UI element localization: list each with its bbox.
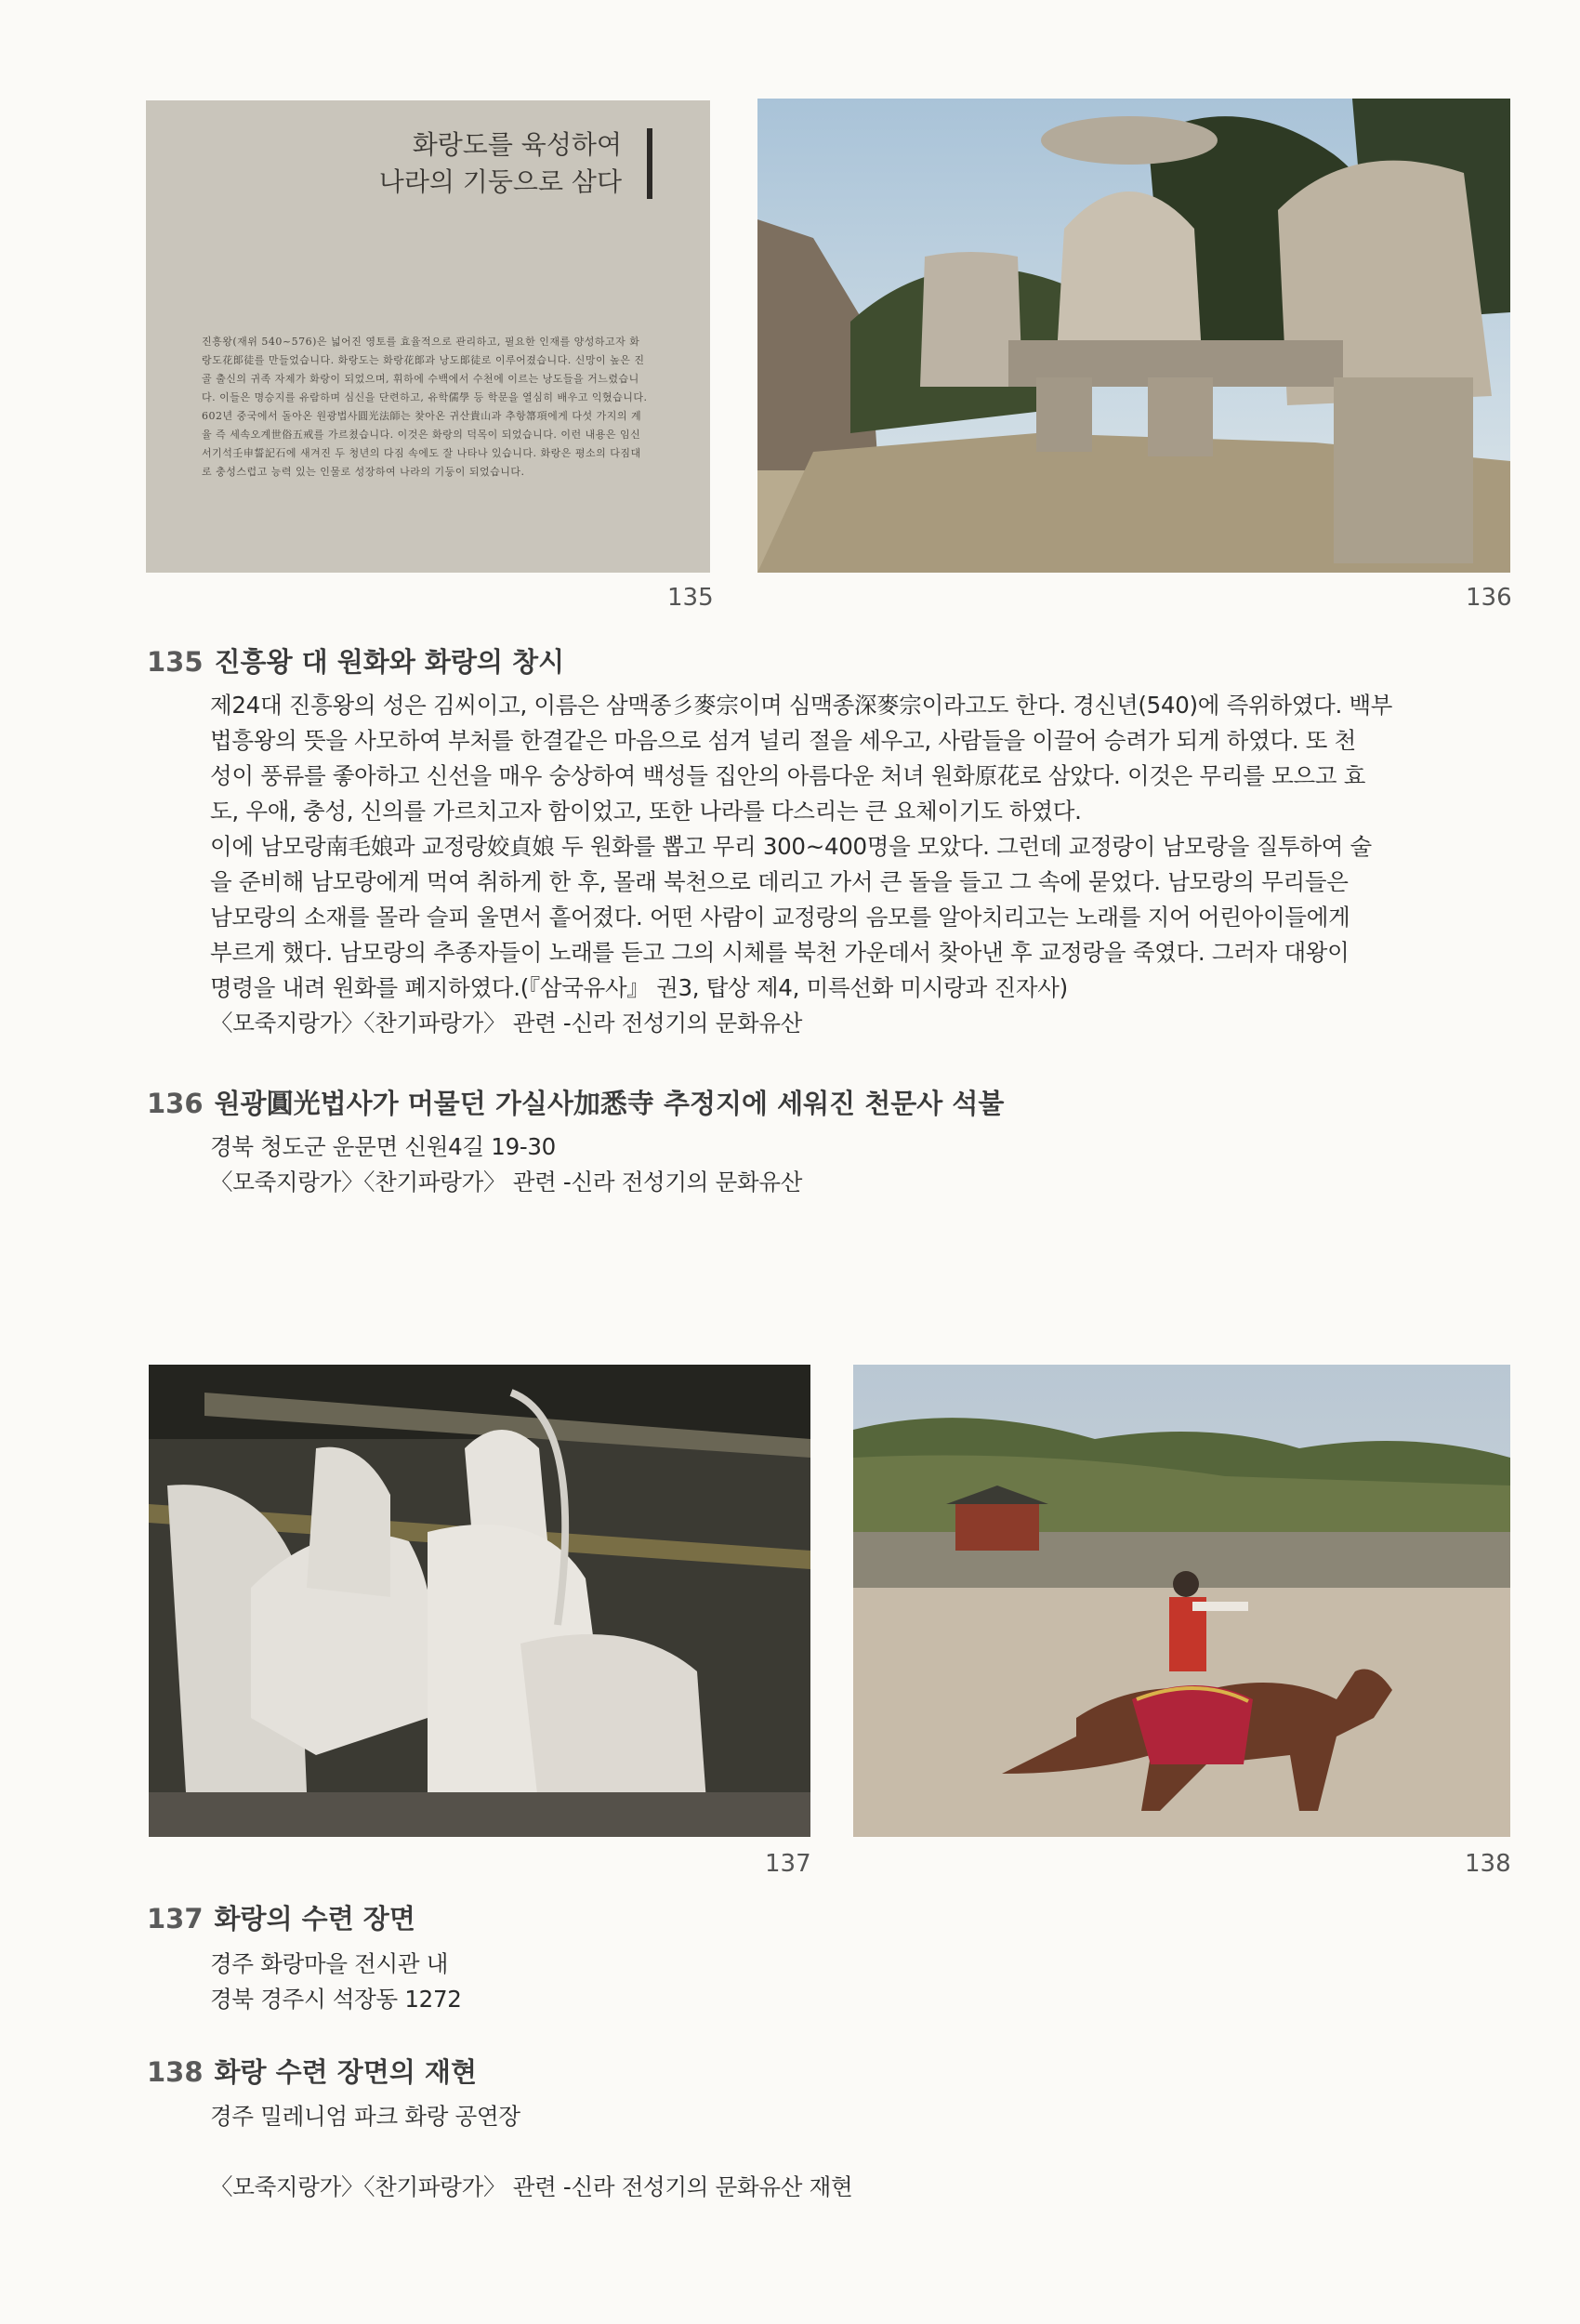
figure-number-138: 138	[1465, 1850, 1511, 1878]
entry-137-body	[210, 1947, 1511, 2017]
figure-135-photo	[146, 100, 710, 573]
entry-137-line: 경북 경주시 석장동 1272	[210, 1986, 462, 2013]
entry-135-heading	[147, 641, 564, 680]
entry-136-heading	[147, 1083, 1004, 1121]
entry-138-line: 경주 밀레니엄 파크 화랑 공연장	[210, 2103, 520, 2130]
entry-138-body	[210, 2099, 1511, 2205]
entry-137-heading	[147, 1898, 415, 1936]
entry-138-line	[210, 2134, 1511, 2170]
entry-138-heading	[147, 2052, 477, 2090]
entry-136-line: 〈모죽지랑가〉〈찬기파랑가〉 관련 -신라 전성기의 문화유산	[210, 1169, 803, 1195]
entry-135-line: 이에 남모랑南毛娘과 교정랑姣貞娘 두 원화를 뽑고 무리 300~400명을 모았다. 그런데 교정랑이 남모랑을 질투하여 술	[210, 833, 1372, 860]
entry-136-title: 원광圓光법사가 머물던 가실사加悉寺 추정지에 세워진 천문사 석불	[214, 1088, 1005, 1119]
entry-135-number: 135	[147, 646, 204, 678]
panel-title-line-2: 나라의 기둥으로 삼다	[378, 166, 622, 197]
entry-137-line: 경주 화랑마을 전시관 내	[210, 1950, 449, 1977]
panel-body-text: 진흥왕(재위 540~576)은 넓어진 영토를 효율적으로 관리하고, 필요한 인재를 양성하고자 화랑도花郞徒를 만들었습니다. 화랑도는 화랑花郞과 낭도郞徒로 이루어졌습니다. 신망이 높은 진골 출신의 귀족 자제가 화랑이 되었으며, 휘하에 수백에서 수천에 이르는 낭도들을 거느렸습니다. 이들은 명승지를 유람하며 심신을 단련하고, 유학儒學 등 학문을 열심히 배우고 익혔습니다. 602년 중국에서 돌아온 원광법사圓光法師는 찾아온 귀산貴山과 추항箒項에게 다섯 가지의 계율 즉 세속오계世俗五戒를 가르쳤습니다. 이것은 화랑의 덕목이 되었습니다. 이런 내용은 임신서기석壬申誓記石에 새겨진 두 청년의 다짐 속에도 잘 나타나 있습니다. 화랑은 평소의 다짐대로 충성스럽고 능력 있는 인물로 성장하여 나라의 기둥이 되었습니다.	[202, 336, 648, 478]
figure-136-photo	[757, 99, 1510, 573]
entry-135-line: 〈모죽지랑가〉〈찬기파랑가〉 관련 -신라 전성기의 문화유산	[210, 1010, 803, 1037]
entry-137-number: 137	[147, 1903, 204, 1934]
figure-number-136: 136	[1466, 584, 1512, 612]
figure-138-photo	[853, 1365, 1510, 1837]
figure-number-137: 137	[765, 1850, 811, 1878]
entry-135-line: 부르게 했다. 남모랑의 추종자들이 노래를 듣고 그의 시체를 북천 가운데서 찾아낸 후 교정랑을 죽였다. 그러자 대왕이	[210, 939, 1350, 966]
entry-136-body	[210, 1129, 1511, 1200]
entry-136-number: 136	[147, 1088, 204, 1119]
entry-135-line: 도, 우애, 충성, 신의를 가르치고자 함이었고, 또한 나라를 다스리는 큰 요체이기도 하였다.	[210, 798, 1082, 825]
entry-137-title: 화랑의 수련 장면	[214, 1903, 415, 1934]
panel-accent-bar	[647, 128, 652, 199]
entry-135-title: 진흥왕 대 원화와 화랑의 창시	[214, 646, 565, 678]
entry-135-line: 법흥왕의 뜻을 사모하여 부처를 한결같은 마음으로 섬겨 널리 절을 세우고, 사람들을 이끌어 승려가 되게 하였다. 또 천	[210, 727, 1357, 754]
entry-138-line: 〈모죽지랑가〉〈찬기파랑가〉 관련 -신라 전성기의 문화유산 재현	[210, 2173, 853, 2200]
entry-135-line: 제24대 진흥왕의 성은 김씨이고, 이름은 삼맥종彡麥宗이며 심맥종深麥宗이라고도 한다. 경신년(540)에 즉위하였다. 백부	[210, 692, 1393, 719]
entry-135-line: 남모랑의 소재를 몰라 슬피 울면서 흩어졌다. 어떤 사람이 교정랑의 음모를 알아치리고는 노래를 지어 어린아이들에게	[210, 904, 1350, 931]
entry-136-line: 경북 청도군 운문면 신원4길 19-30	[210, 1133, 556, 1160]
panel-title-line-1: 화랑도를 육성하여	[412, 129, 622, 160]
entry-135-line: 명령을 내려 원화를 폐지하였다.(『삼국유사』 권3, 탑상 제4, 미륵선화 미시랑과 진자사)	[210, 974, 1068, 1001]
entry-135-line: 을 준비해 남모랑에게 먹여 취하게 한 후, 몰래 북천으로 데리고 가서 큰 돌을 들고 그 속에 묻었다. 남모랑의 무리들은	[210, 868, 1349, 895]
entry-138-title: 화랑 수련 장면의 재현	[214, 2056, 477, 2088]
entry-135-body	[210, 688, 1511, 1041]
panel-title	[379, 126, 622, 201]
figure-number-135: 135	[667, 584, 714, 612]
entry-135-line: 성이 풍류를 좋아하고 신선을 매우 숭상하여 백성들 집안의 아름다운 처녀 원화原花로 삼았다. 이것은 무리를 모으고 효	[210, 762, 1366, 789]
entry-138-number: 138	[147, 2056, 204, 2088]
figure-137-photo	[149, 1365, 810, 1837]
